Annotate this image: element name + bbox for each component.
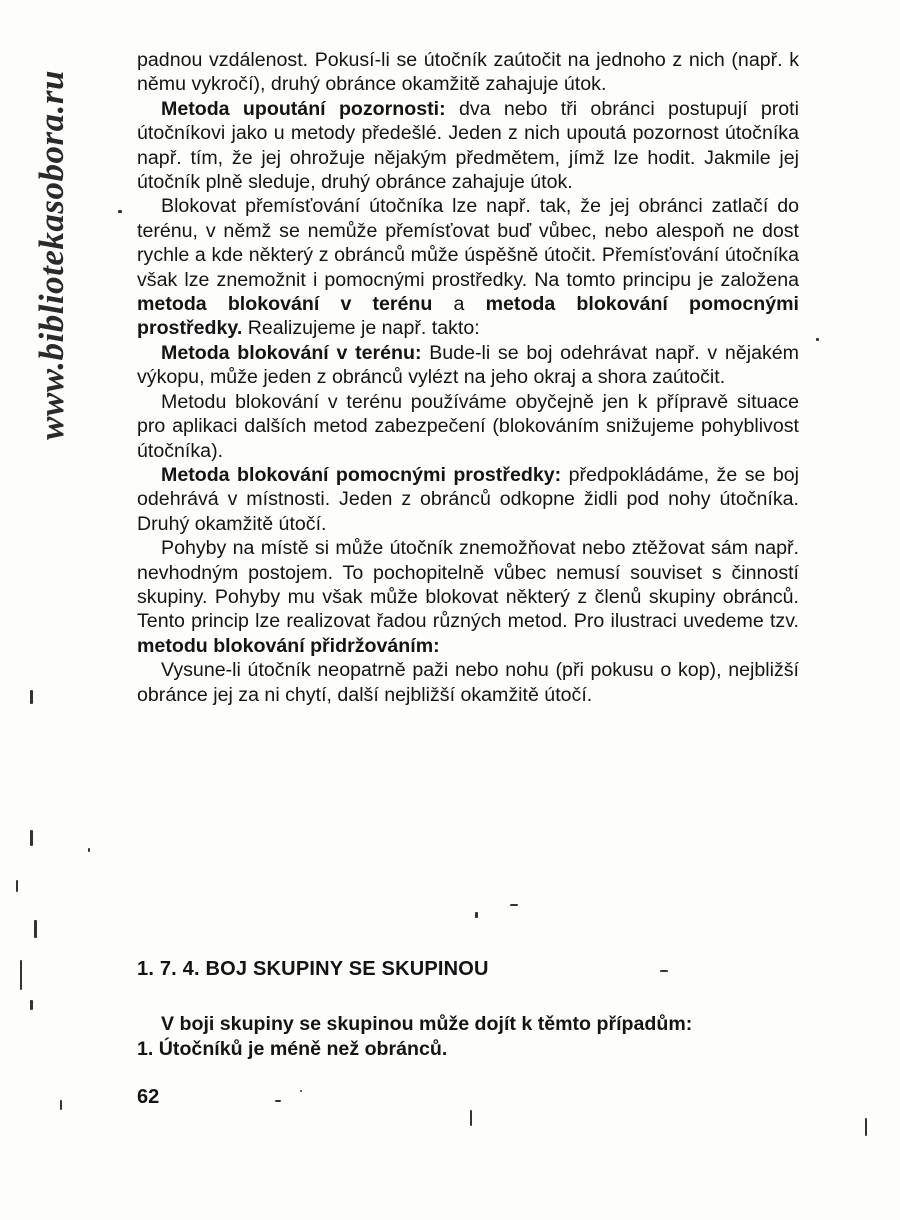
text-run: předpokládáme, že se boj odehrává v místnosti. Jeden z obránců odkopne židli pod nohy útočníka. Druhý okamžitě útočí. [137,463,799,535]
scan-speck [816,338,819,341]
page-number: 62 [137,1086,160,1108]
scan-speck [30,830,33,846]
section-heading: 1. 7. 4. BOJ SKUPINY SE SKUPINOU [137,958,489,980]
bold-term: metoda blokování pomocnými prostředky. [137,293,799,340]
scan-speck [30,690,33,704]
text-run: a [432,293,486,316]
watermark: www.bibliotekasobora.ru [32,70,71,440]
text-run: Blokovat přemísťování útočníka lze např. tak, že jej obránci zatlačí do terénu, v němž se nemůže přemísťovat buď vůbec, nebo alespoň ne dost rychle a kde některý z obránců může úspěšně útočit. Přemísťování útočníka však lze znemožnit i pomocnými prostředky. Na tomto principu je založena [137,195,799,291]
paragraph [137,97,799,195]
scan-speck [20,960,22,990]
paragraph [137,48,799,97]
scan-speck [475,912,478,918]
scan-speck [470,1110,472,1126]
section-body [137,1012,799,1062]
scan-speck [16,880,18,892]
bold-term: metoda blokování v terénu [137,293,433,316]
bold-term: Metoda blokování pomocnými prostředky: [161,463,562,486]
paragraph [137,194,799,340]
scan-speck [88,848,90,852]
bold-term: Metoda blokování v terénu: [161,341,422,364]
scan-speck [118,210,122,213]
scan-speck [865,1118,867,1136]
paragraph [137,658,799,707]
scan-speck [660,970,668,972]
text-run: padnou vzdálenost. Pokusí-li se útočník zaútočit na jednoho z nich (např. k němu vykročí), druhý obránce okamžitě zahajuje útok. [137,49,799,96]
scan-speck [510,904,518,906]
scan-speck [30,1000,33,1010]
text-run: Metodu blokování v terénu používáme obyčejně jen k přípravě situace pro aplikaci dalších metod zabezpečení (blokováním snižujeme pohyblivost útočníka). [137,390,799,462]
section-list-item: 1. Útočníků je méně než obránců. [137,1038,448,1060]
paragraph [137,536,799,658]
scan-speck [60,1100,62,1110]
text-run: Bude-li se boj odehrávat např. v nějakém výkopu, může jeden z obránců vylézt na jeho okraj a shora zaútočit. [137,341,799,389]
text-run: Vysune-li útočník neopatrně paži nebo nohu (při pokusu o kop), nejbližší obránce jej za ni chytí, další nejbližší okamžitě útočí. [137,659,799,706]
scan-speck [300,1090,302,1092]
text-run: Realizujeme je např. takto: [242,317,480,340]
text-run: Pohyby na místě si může útočník znemožňovat nebo ztěžovat sám např. nevhodným postojem. To pochopitelně vůbec nemusí souviset s činností skupiny. Pohyby mu však může blokovat některý z členů skupiny obránců. Tento princip lze realizovat řadou různých metod. Pro ilustraci uvedeme tzv. [137,537,799,633]
bold-term: metodu blokování přidržováním: [137,634,440,657]
paragraph [137,463,799,536]
paragraph [137,341,799,390]
text-run: dva nebo tři obránci postupují proti útočníkovi jako u metody předešlé. Jeden z nich upoutá pozornost útočníka např. tím, že jej ohrožuje nějakým předmětem, jímž lze hodit. Jakmile jej útočník plně sleduje, druhý obránce zahajuje útok. [137,97,799,194]
scan-speck [34,920,37,938]
section-intro: V boji skupiny se skupinou může dojít k těmto případům: [161,1013,693,1035]
bold-term: Metoda upoutání pozornosti: [161,97,446,120]
scan-speck [275,1100,281,1102]
body-text [137,48,799,707]
paragraph [137,390,799,463]
